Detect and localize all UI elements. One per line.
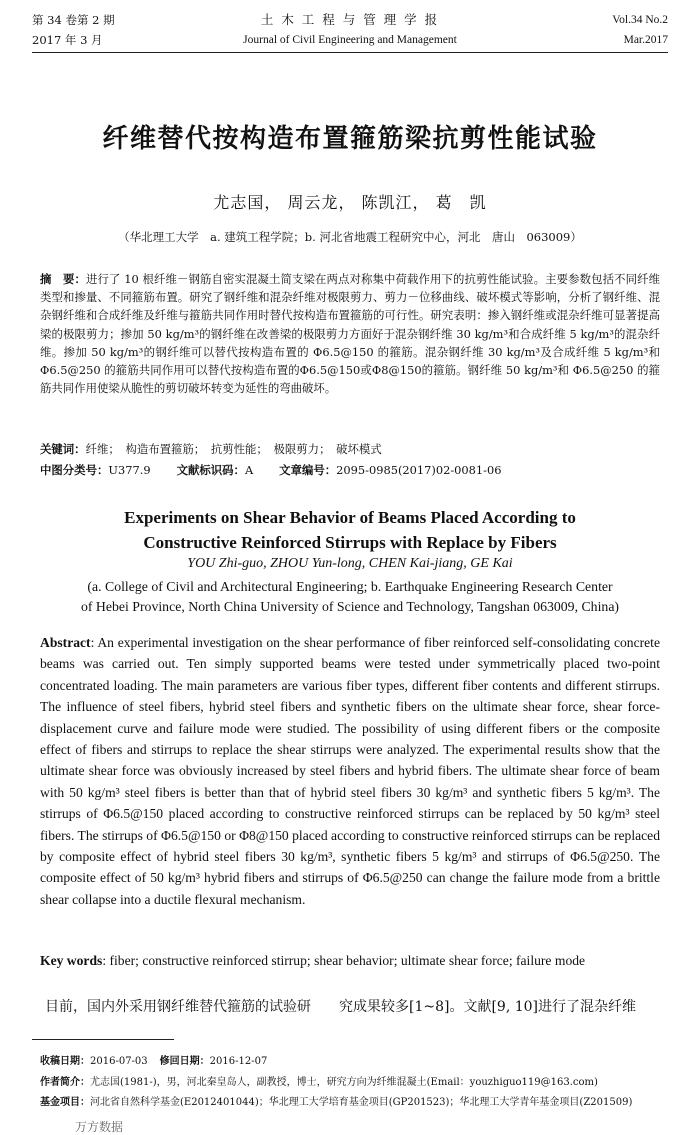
revised-value: 2016-12-07 (209, 1056, 268, 1067)
header-volume-cn: 第 34 卷第 2 期 (32, 13, 115, 27)
affiliation-en (0, 577, 700, 617)
footnote-dates (40, 1052, 267, 1067)
header-volume-en: Vol.34 No.2 (612, 14, 668, 26)
authors-en: YOU Zhi-guo, ZHOU Yun-long, CHEN Kai-jiang, GE Kai (187, 556, 513, 571)
header-journal-en: Journal of Civil Engineering and Management (243, 34, 457, 46)
clc-value: U377.9 (108, 463, 151, 477)
doc-code-value: A (244, 463, 254, 477)
author-bio-label: 作者简介： (40, 1077, 90, 1088)
paper-title-cn: 纤维替代按构造布置箍筋梁抗剪性能试验 (102, 124, 598, 154)
classification-line (40, 462, 502, 478)
abstract-en-text: : An experimental investigation on the shear performance of fiber reinforced self-consolidating concrete beams was carried out. Ten simply supported beams were tested under symmetrically placed two-point concentrated loading. The main parameters are various fiber types, different fiber contents and different stirrups. The influence of steel fibers, hybrid steel fibers and synthetic fibers on the ultimate shear force, shear force-displacement curve and failure mode were studied. The possibility of using different fibers or the composite effect of fibers and stirrups to replace the shear stirrups were analyzed. The experimental results show that the ultimate shear force was obviously increased by steel fibers and hybrid fibers. The ultimate shear force of beam with 50 kg/m³ steel fibers is better than that of hybrid steel fibers 30 kg/m³ and synthetic fibers 5 kg/m³. The stirrups of Φ6.5@150 placed according to constructive reinforced stirrups can be replaced by 50 kg/m³ steel fibers. The stirrups of Φ6.5@150 or Φ8@150 placed according to constructive reinforced stirrups can be replaced by composite effect of hybrid steel fibers 30 kg/m³, synthetic fibers 5 kg/m³ and stirrups of Φ6.5@250. The composite effect of 50 kg/m³ hybrid fibers and stirrups of Φ6.5@250 can change the failure mode from a brittle shear collapse into a ductile flexural mechanism. (40, 635, 660, 907)
abstract-cn (40, 270, 660, 397)
footnote-rule (32, 1039, 174, 1040)
body-intro-line: 目前，国内外采用钢纤维替代箍筋的试验研 究成果较多[1~8]。文献[9, 10]进行了混杂纤维 (45, 999, 637, 1015)
watermark-text: 万方数据 (75, 1120, 124, 1134)
keywords-cn-label: 关键词： (40, 442, 86, 456)
paper-title-en-line2: Constructive Reinforced Stirrups with Replace by Fibers (143, 533, 557, 552)
paper-title-en-line1: Experiments on Shear Behavior of Beams Placed According to (124, 508, 576, 527)
header-date-en: Mar.2017 (623, 34, 668, 46)
footnote-author (40, 1073, 598, 1088)
authors-cn: 尤志国， 周云龙， 陈凯江， 葛 凯 (213, 193, 487, 212)
affiliation-cn: （华北理工大学 a. 建筑工程学院；b. 河北省地震工程研究中心，河北 唐山 063009） (118, 230, 582, 244)
affiliation-en-line1: (a. College of Civil and Architectural Engineering; b. Earthquake Engineering Research Center (87, 579, 613, 594)
clc-label: 中图分类号： (40, 463, 109, 477)
abstract-cn-label: 摘 要： (40, 272, 87, 286)
paper-title-en (0, 505, 700, 555)
keywords-en-text: : fiber; constructive reinforced stirrup; shear behavior; ultimate shear force; failure mode (102, 953, 586, 968)
abstract-en (40, 632, 660, 910)
abstract-cn-text: 进行了 10 根纤维－钢筋自密实混凝土简支梁在两点对称集中荷载作用下的抗剪性能试验。主要参数包括不同纤维类型和掺量、不同箍筋布置。研究了钢纤维和混杂纤维对极限剪力、剪力－位移曲线、破坏模式等影响，分析了钢纤维、混杂钢纤维和合成纤维及纤维与箍筋共同作用时替代按构造布置箍筋的可行性。研究表明：掺入钢纤维或混杂纤维可显著提高梁的极限剪力；掺加 50 kg/m³的钢纤维在改善梁的极限剪力方面好于混杂钢纤维 30 kg/m³和合成纤维 5 kg/m³的混杂纤维。掺加 50 kg/m³的钢纤维可以替代按构造布置的 Φ6.5@150 的箍筋。混杂钢纤维 30 kg/m³及合成纤维 5 kg/m³和 Φ6.5@250 的箍筋共同作用可以替代按构造布置的Φ6.5@150或Φ8@150的箍筋。钢纤维 50 kg/m³和 Φ6.5@250 的箍筋共同作用使梁从脆性的剪切破坏转变为延性的弯曲破坏。 (40, 272, 660, 396)
received-label: 收稿日期： (40, 1056, 90, 1067)
article-number-label: 文章编号： (279, 463, 337, 477)
footnote-fund (40, 1093, 632, 1108)
keywords-en (40, 953, 680, 969)
header-rule (32, 52, 668, 53)
author-bio-value: 尤志国(1981-)，男，河北秦皇岛人，副教授，博士，研究方向为纤维混凝土(Email：youzhiguo119@163.com) (90, 1077, 598, 1088)
keywords-cn (40, 440, 660, 458)
header-journal-cn: 土 木 工 程 与 管 理 学 报 (260, 12, 440, 27)
revised-label: 修回日期： (159, 1056, 210, 1067)
keywords-cn-text: 纤维； 构造布置箍筋； 抗剪性能； 极限剪力； 破坏模式 (85, 442, 382, 456)
article-number-value: 2095-0985(2017)02-0081-06 (336, 463, 502, 477)
abstract-en-label: Abstract (40, 635, 91, 650)
doc-code-label: 文献标识码： (176, 463, 245, 477)
keywords-en-label: Key words (40, 953, 103, 968)
affiliation-en-line2: of Hebei Province, North China University of Science and Technology, Tangshan 063009, China) (80, 599, 620, 614)
received-value: 2016-07-03 (90, 1056, 148, 1067)
fund-label: 基金项目： (40, 1097, 90, 1108)
header-date-cn: 2017 年 3 月 (32, 33, 103, 47)
fund-value: 河北省自然科学基金(E2012401044)；华北理工大学培育基金项目(GP201523)；华北理工大学青年基金项目(Z201509) (90, 1097, 633, 1108)
